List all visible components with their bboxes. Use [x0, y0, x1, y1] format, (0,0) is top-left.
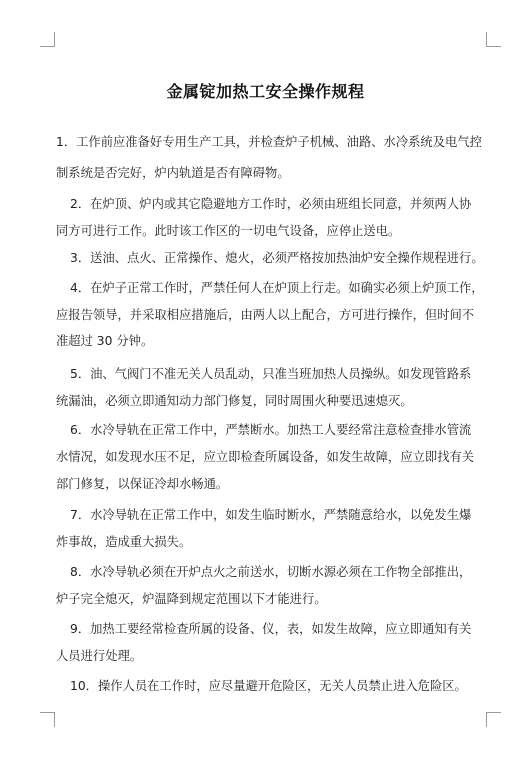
text-line: 1．工作前应准备好专用生产工具，并检查炉子机械、油路、水冷系统及电气控 — [56, 135, 482, 149]
text-line: 水情况，如发现水压不足，应立即检查所属设备，如发生故障，应立即找有关 — [56, 450, 475, 464]
text-line: 8．水冷导轨必须在开炉点火之前送水，切断水源必须在工作物全部推出， — [70, 565, 472, 579]
text-line: 5．油、气阀门不准无关人员乱动，只准当班加热人员操纵。如发现管路系 — [70, 367, 472, 381]
text-line: 同方可进行工作。此时该工作区的一切电气设备，应停止送电。 — [56, 224, 401, 238]
crop-mark-bottom-right — [486, 712, 501, 727]
text-line: 炸事故，造成重大损失。 — [56, 535, 192, 549]
crop-mark-bottom-left — [40, 712, 55, 727]
text-line: 人员进行处理。 — [56, 649, 143, 663]
text-line: 4．在炉子正常工作时，严禁任何人在炉顶上行走。如确实必须上炉顶工作， — [70, 281, 484, 295]
text-line: 部门修复，以保证冷却水畅通。 — [56, 477, 229, 491]
crop-mark-top-left — [40, 32, 55, 47]
text-line: 9．加热工要经常检查所属的设备、仪，表，如发生故障，应立即通知有关 — [70, 622, 472, 636]
text-line: 3．送油、点火、正常操作、熄火，必须严格按加热油炉安全操作规程进行。 — [70, 251, 484, 265]
text-line: 统漏油，必须立即通知动力部门修复，同时周围火种要迅速熄灭。 — [56, 394, 413, 408]
text-line: 10．操作人员在工作时，应尽量避开危险区，无关人员禁止进入危险区。 — [70, 679, 467, 693]
text-line: 2．在炉顶、炉内或其它隐避地方工作时，必须由班组长同意，并须两人协 — [70, 197, 472, 211]
text-line: 制系统是否完好，炉内轨道是否有障碍物。 — [56, 166, 290, 180]
text-line: 准超过 30 分钟。 — [56, 334, 154, 348]
text-line: 6．水冷导轨在正常工作中，严禁断水。加热工人要经常注意检查排水管流 — [70, 423, 472, 437]
text-line: 7．水冷导轨在正常工作中，如发生临时断水，严禁随意给水，以免发生爆 — [70, 508, 472, 522]
text-line: 应报告领导，并采取相应措施后，由两人以上配合，方可进行操作，但时间不 — [56, 308, 475, 322]
crop-mark-top-right — [486, 32, 501, 47]
text-line: 炉子完全熄灭，炉温降到规定范围以下才能进行。 — [56, 592, 327, 606]
document-title: 金属锭加热工安全操作规程 — [166, 82, 365, 101]
